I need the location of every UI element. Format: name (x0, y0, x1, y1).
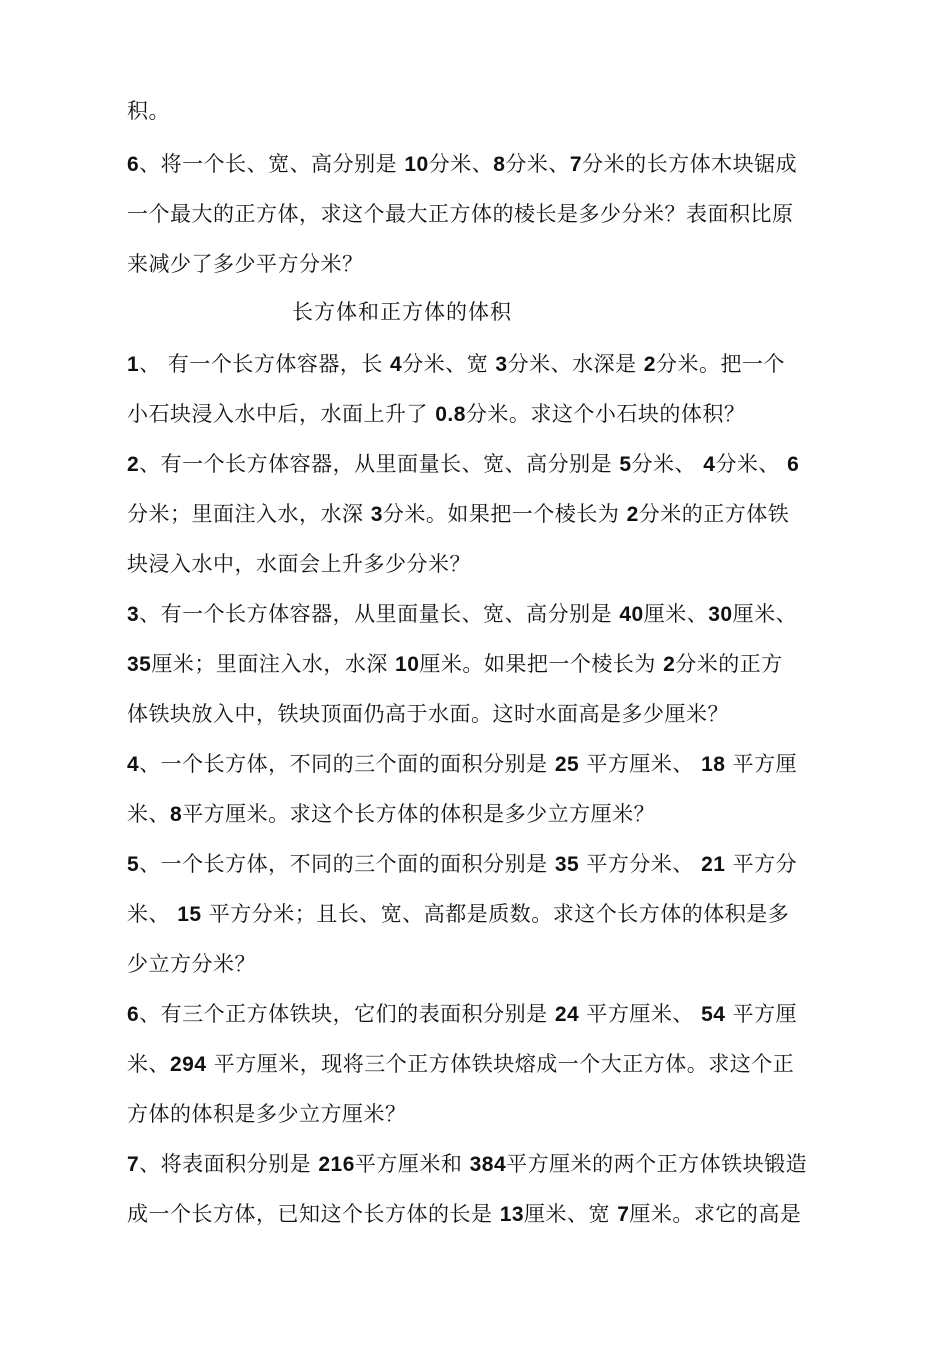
number-emphasis: 0.8 (435, 403, 466, 426)
text-line: 1、 有一个长方体容器，长 4分米、宽 3分米、水深是 2分米。把一个 (127, 352, 785, 376)
text-line: 分米；里面注入水，水深 3分米。如果把一个棱长为 2分米的正方体铁 (127, 502, 790, 526)
text-line: 块浸入水中，水面会上升多少分米？ (127, 552, 471, 576)
number-emphasis: 6 (127, 153, 140, 176)
number-emphasis: 21 (701, 853, 726, 876)
number-emphasis: 7 (127, 1153, 140, 1176)
number-emphasis: 8 (493, 153, 506, 176)
number-emphasis: 10 (404, 153, 429, 176)
number-emphasis: 1 (127, 353, 140, 376)
text-line: 米、 15 平方分米；且长、宽、高都是质数。求这个长方体的体积是多 (127, 902, 790, 926)
number-emphasis: 3 (495, 353, 508, 376)
number-emphasis: 24 (554, 1003, 580, 1026)
number-emphasis: 3 (127, 603, 140, 626)
number-emphasis: 13 (499, 1203, 525, 1226)
number-emphasis: 6 (127, 1003, 140, 1026)
number-emphasis: 2 (663, 653, 676, 676)
text-line: 积。 (127, 99, 170, 123)
text-line: 成一个长方体，已知这个长方体的长是 13厘米、宽 7厘米。求它的高是 (127, 1202, 802, 1226)
number-emphasis: 294 (170, 1053, 207, 1076)
text-line: 体铁块放入中，铁块顶面仍高于水面。这时水面高是多少厘米？ (127, 702, 729, 726)
number-emphasis: 384 (469, 1153, 507, 1176)
number-emphasis: 5 (619, 453, 632, 476)
number-emphasis: 30 (708, 603, 733, 626)
number-emphasis: 2 (643, 353, 656, 376)
number-emphasis: 4 (127, 753, 140, 776)
number-emphasis: 4 (703, 453, 716, 476)
text-line: 7、将表面积分别是 216平方厘米和 384平方厘米的两个正方体铁块锻造 (127, 1152, 808, 1176)
text-line: 来减少了多少平方分米？ (127, 252, 364, 276)
text-line: 少立方分米？ (127, 952, 256, 976)
number-emphasis: 5 (127, 853, 140, 876)
number-emphasis: 216 (318, 1153, 355, 1176)
text-line: 小石块浸入水中后，水面上升了 0.8分米。求这个小石块的体积？ (127, 402, 746, 426)
text-line: 6、有三个正方体铁块，它们的表面积分别是 24 平方厘米、 54 平方厘 (127, 1002, 798, 1026)
number-emphasis: 35 (127, 653, 152, 676)
number-emphasis: 7 (617, 1203, 630, 1226)
number-emphasis: 10 (395, 653, 420, 676)
text-line: 6、将一个长、宽、高分别是 10分米、8分米、7分米的长方体木块锯成 (127, 152, 798, 176)
text-line: 一个最大的正方体，求这个最大正方体的棱长是多少分米？表面积比原 (127, 202, 794, 226)
number-emphasis: 7 (569, 153, 583, 176)
text-line: 2、有一个长方体容器，从里面量长、宽、高分别是 5分米、 4分米、 6 (127, 452, 800, 476)
text-line: 5、一个长方体，不同的三个面的面积分别是 35 平方分米、 21 平方分 (127, 852, 798, 876)
section-heading: 长方体和正方体的体积 (292, 300, 512, 324)
text-line: 4、一个长方体，不同的三个面的面积分别是 25 平方厘米、 18 平方厘 (127, 752, 798, 776)
text-line: 米、8平方厘米。求这个长方体的体积是多少立方厘米？ (127, 802, 656, 826)
text-line: 米、294 平方厘米，现将三个正方体铁块熔成一个大正方体。求这个正 (127, 1052, 795, 1076)
number-emphasis: 3 (370, 503, 383, 526)
number-emphasis: 25 (554, 753, 580, 776)
number-emphasis: 18 (701, 753, 726, 776)
number-emphasis: 15 (177, 903, 202, 926)
number-emphasis: 8 (170, 803, 183, 826)
number-emphasis: 40 (619, 603, 644, 626)
number-emphasis: 2 (626, 503, 639, 526)
number-emphasis: 35 (554, 853, 580, 876)
text-line: 35厘米；里面注入水，水深 10厘米。如果把一个棱长为 2分米的正方 (127, 652, 783, 676)
number-emphasis: 2 (127, 453, 140, 476)
number-emphasis: 54 (701, 1003, 726, 1026)
number-emphasis: 6 (787, 453, 800, 476)
text-line: 3、有一个长方体容器，从里面量长、宽、高分别是 40厘米、30厘米、 (127, 602, 798, 626)
number-emphasis: 4 (390, 353, 403, 376)
text-line: 方体的体积是多少立方厘米？ (127, 1102, 407, 1126)
